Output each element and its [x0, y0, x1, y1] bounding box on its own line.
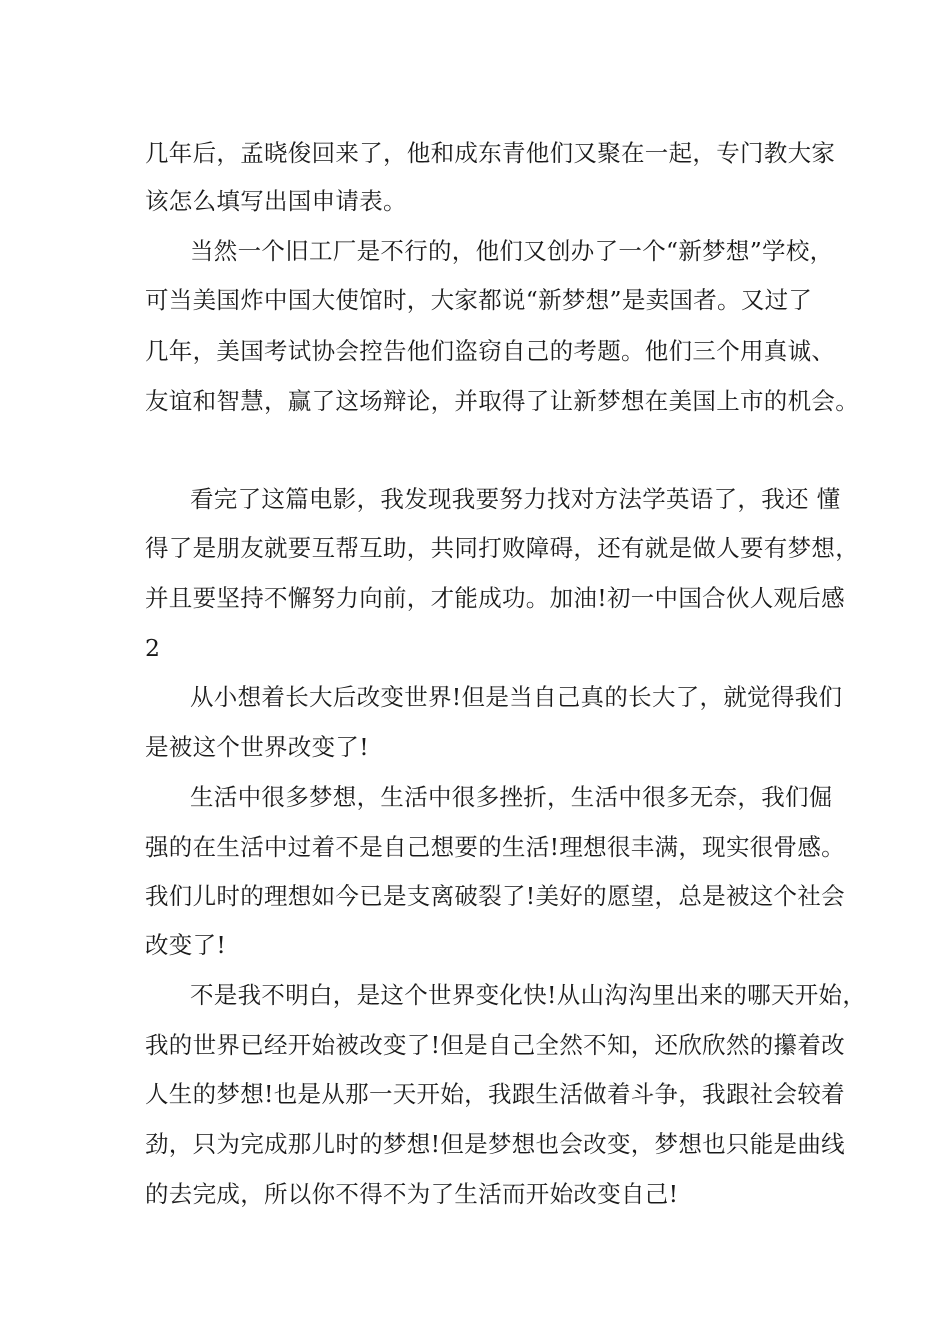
text-line: 当然一个旧工厂是不行的，他们又创办了一个“新梦想”学校， [190, 237, 834, 265]
text-line: 我的世界已经开始被改变了!但是自己全然不知，还欣欣然的攥着改 [145, 1031, 845, 1059]
text-line: 生活中很多梦想，生活中很多挫折，生活中很多无奈，我们倔 [190, 783, 833, 811]
text-line: 2 [145, 634, 161, 662]
text-line: 并且要坚持不懈努力向前，才能成功。加油!初一中国合伙人观后感 [145, 584, 845, 612]
text-line: 该怎么填写出国申请表。 [145, 187, 407, 215]
text-line: 几年，美国考试协会控告他们盗窃自己的考题。他们三个用真诚、 [145, 337, 836, 365]
text-line: 看完了这篇电影，我发现我要努力找对方法学英语了，我还 懂 [190, 485, 841, 513]
text-line: 人生的梦想!也是从那一天开始，我跟生活做着斗争，我跟社会较着 [145, 1080, 845, 1108]
text-line: 几年后，孟晓俊回来了，他和成东青他们又聚在一起，专门教大家 [145, 139, 836, 167]
text-line: 可当美国炸中国大使馆时，大家都说“新梦想”是卖国者。又过了 [145, 286, 813, 314]
text-line: 强的在生活中过着不是自己想要的生活!理想很丰满，现实很骨感。 [145, 833, 845, 861]
text-line: 不是我不明白，是这个世界变化快!从山沟沟里出来的哪天开始， [190, 981, 867, 1009]
text-line: 的去完成，所以你不得不为了生活而开始改变自己! [145, 1180, 679, 1208]
text-line: 改变了! [145, 931, 227, 959]
text-line: 得了是朋友就要互帮互助，共同打败障碍，还有就是做人要有梦想， [145, 534, 859, 562]
text-line: 是被这个世界改变了! [145, 733, 369, 761]
text-line: 友谊和智慧，赢了这场辩论，并取得了让新梦想在美国上市的机会。 [145, 387, 859, 415]
text-line: 劲，只为完成那儿时的梦想!但是梦想也会改变，梦想也只能是曲线 [145, 1130, 845, 1158]
text-line: 从小想着长大后改变世界!但是当自己真的长大了，就觉得我们 [190, 683, 843, 711]
text-line: 我们儿时的理想如今已是支离破裂了!美好的愿望，总是被这个社会 [145, 882, 845, 910]
